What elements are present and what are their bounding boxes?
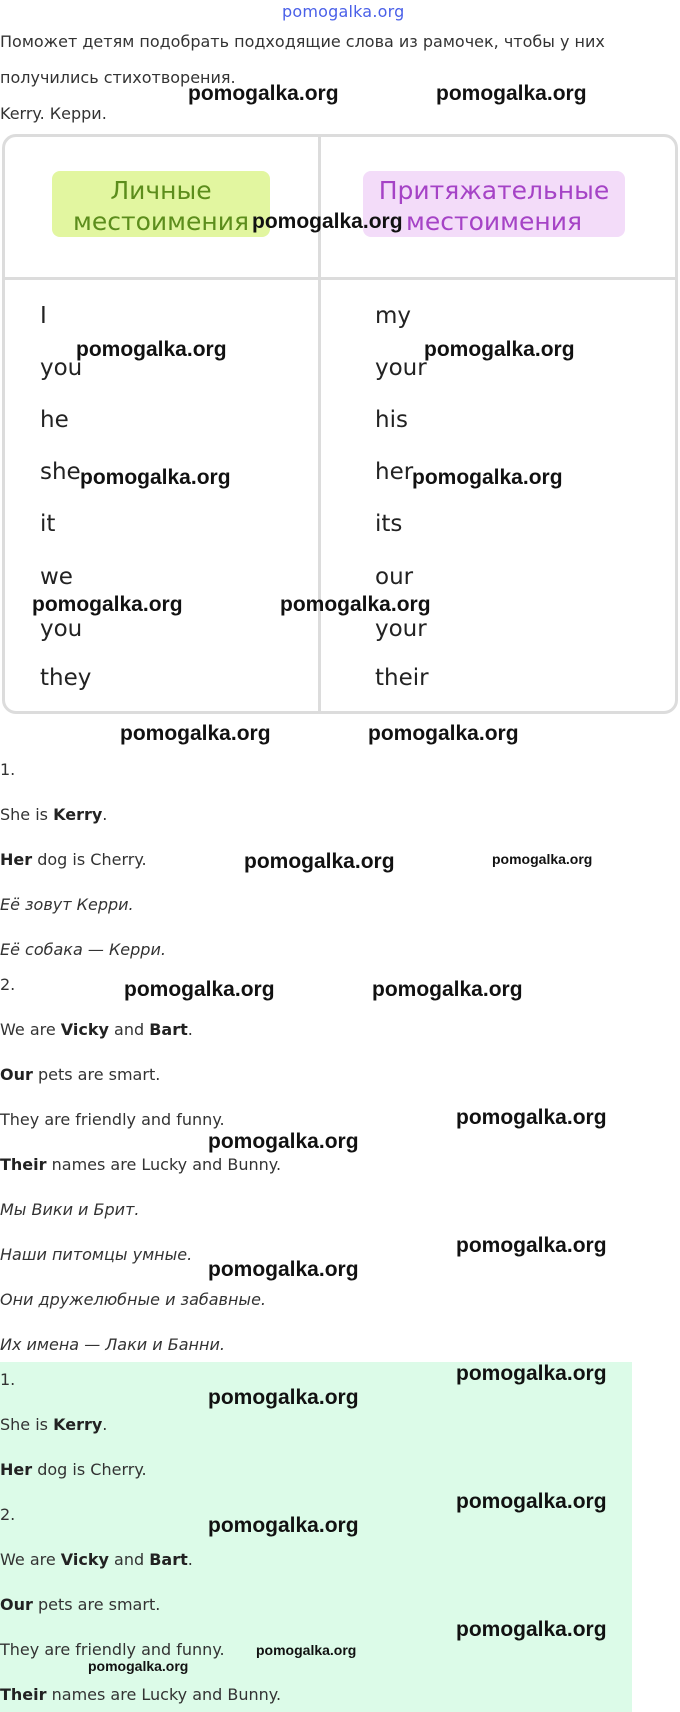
watermark: pomogalka.org — [208, 1514, 359, 1537]
answer-sentence: We are Vicky and Bart. — [0, 1550, 193, 1569]
watermark: pomogalka.org — [372, 978, 523, 1001]
watermark: pomogalka.org — [424, 338, 575, 361]
item-number: 2. — [0, 975, 16, 994]
personal-pronoun: you — [40, 616, 83, 642]
personal-pronoun: they — [40, 665, 92, 691]
possessive-pronoun: their — [375, 665, 429, 691]
watermark: pomogalka.org — [32, 593, 183, 616]
answer-sentence: She is Kerry. — [0, 1415, 108, 1434]
sentence: She is Kerry. — [0, 805, 108, 824]
item-number: 1. — [0, 760, 16, 779]
sentence: Her dog is Cherry. — [0, 850, 147, 869]
sentence: Our pets are smart. — [0, 1065, 161, 1084]
possessive-pronoun: her — [375, 459, 414, 485]
watermark: pomogalka.org — [208, 1130, 359, 1153]
personal-pronoun: we — [40, 564, 73, 590]
watermark: pomogalka.org — [244, 850, 395, 873]
watermark: pomogalka.org — [456, 1362, 607, 1385]
translation: Наши питомцы умные. — [0, 1245, 193, 1264]
watermark: pomogalka.org — [280, 593, 431, 616]
watermark: pomogalka.org — [256, 1642, 357, 1658]
header-divider — [5, 277, 675, 280]
personal-pronoun: I — [40, 303, 47, 329]
site-logo-link[interactable]: pomogalka.org — [282, 2, 405, 21]
possessive-pronoun: his — [375, 407, 408, 433]
watermark: pomogalka.org — [456, 1618, 607, 1641]
watermark: pomogalka.org — [188, 82, 339, 105]
personal-pronoun: he — [40, 407, 69, 433]
possessive-pronoun: my — [375, 303, 412, 329]
watermark: pomogalka.org — [88, 1658, 189, 1674]
watermark: pomogalka.org — [456, 1234, 607, 1257]
translation: Их имена — Лаки и Банни. — [0, 1335, 225, 1354]
possessive-pronoun: our — [375, 564, 414, 590]
answer-sentence: Their names are Lucky and Bunny. — [0, 1685, 282, 1704]
possessive-pronoun: your — [375, 355, 427, 381]
names-line: Kerry. Керри. — [0, 104, 107, 123]
personal-title-line-2: местоимения — [73, 207, 249, 236]
watermark: pomogalka.org — [80, 466, 231, 489]
personal-title-line-1: Личные — [110, 176, 212, 205]
answer-item-number: 2. — [0, 1505, 16, 1524]
sentence: We are Vicky and Bart. — [0, 1020, 193, 1039]
watermark: pomogalka.org — [76, 338, 227, 361]
answer-item-number: 1. — [0, 1370, 16, 1389]
watermark: pomogalka.org — [124, 978, 275, 1001]
intro-line-1: Поможет детям подобрать подходящие слова из рамочек, чтобы у них — [0, 32, 605, 51]
answer-sentence: Her dog is Cherry. — [0, 1460, 147, 1479]
translation: Её собака — Керри. — [0, 940, 166, 959]
watermark: pomogalka.org — [208, 1386, 359, 1409]
watermark: pomogalka.org — [456, 1106, 607, 1129]
personal-pronoun: it — [40, 511, 56, 537]
watermark: pomogalka.org — [368, 722, 519, 745]
personal-pronoun: she — [40, 459, 81, 485]
watermark: pomogalka.org — [412, 466, 563, 489]
personal-pronouns-label — [52, 171, 270, 237]
answer-sentence: They are friendly and funny. — [0, 1640, 225, 1659]
watermark: pomogalka.org — [492, 851, 593, 867]
watermark: pomogalka.org — [208, 1258, 359, 1281]
possessive-pronoun: your — [375, 616, 427, 642]
translation: Её зовут Керри. — [0, 895, 134, 914]
possessive-title-line-2: местоимения — [406, 207, 582, 236]
possessive-pronoun: its — [375, 511, 403, 537]
watermark: pomogalka.org — [120, 722, 271, 745]
translation: Мы Вики и Брит. — [0, 1200, 140, 1219]
translation: Они дружелюбные и забавные. — [0, 1290, 266, 1309]
intro-line-2: получились стихотворения. — [0, 68, 236, 87]
watermark: pomogalka.org — [456, 1490, 607, 1513]
answer-sentence: Our pets are smart. — [0, 1595, 161, 1614]
sentence: Their names are Lucky and Bunny. — [0, 1155, 282, 1174]
possessive-title-line-1: Притяжательные — [378, 176, 610, 205]
watermark: pomogalka.org — [252, 210, 403, 233]
personal-pronoun: you — [40, 355, 83, 381]
watermark: pomogalka.org — [436, 82, 587, 105]
sentence: They are friendly and funny. — [0, 1110, 225, 1129]
